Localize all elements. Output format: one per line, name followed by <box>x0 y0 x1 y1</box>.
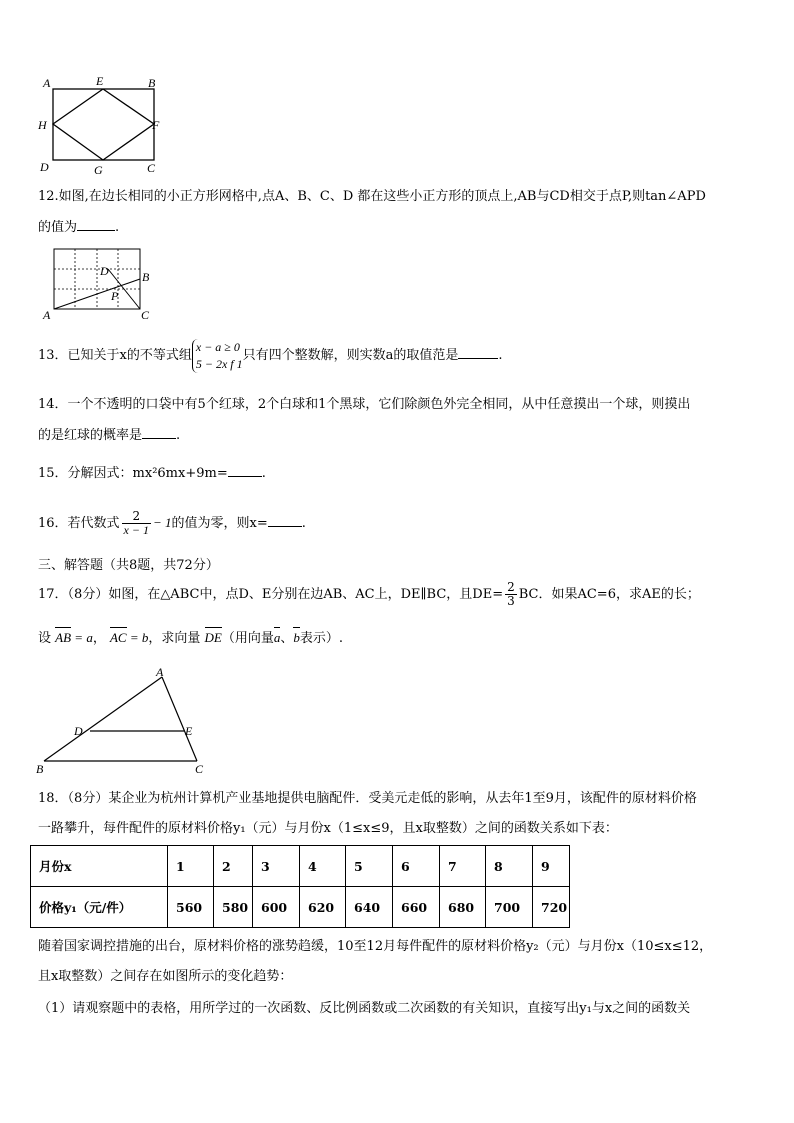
table-cell: 720 <box>533 887 570 928</box>
q14-line1 <box>38 396 690 414</box>
frac-den: x − 1 <box>123 523 149 537</box>
table-cell: 660 <box>393 887 440 928</box>
label-E: E <box>185 724 193 738</box>
q18-text-3: 随着国家调控措施的出台，原材料价格的涨势趋缓，10至12月每件配件的原材料价格y₂（元）与月份x（10≤x≤12， <box>38 939 713 954</box>
q17-tail: 表示）. <box>299 631 344 646</box>
q13-suffix: 只有四个整数解，则实数a的取值范是 <box>242 348 459 363</box>
q17-paren: （用向量 <box>221 631 274 646</box>
section-3-title-text: 三、解答题（共8题，共72分） <box>38 558 219 573</box>
table-cell: 6 <box>393 846 440 887</box>
table-cell: 700 <box>486 887 533 928</box>
table-cell: 640 <box>346 887 393 928</box>
q12-text: 12.如图,在边长相同的小正方形网格中,点A、B、C、D 都在这些小正方形的顶点上,AB与CD相交于点P,则tan∠APD <box>38 189 706 204</box>
label-A: A <box>43 76 51 90</box>
vector-ac: AC <box>109 630 127 645</box>
inequality-2: 5 − 2x f 1 <box>195 356 243 371</box>
table-cell: 2 <box>214 846 253 887</box>
table-header-price: 价格y₁（元/件） <box>31 887 168 928</box>
label-C: C <box>141 308 150 322</box>
q14-text-2: 的是红球的概率是 <box>38 428 143 443</box>
q17-set: 设 <box>38 631 52 646</box>
label-C: C <box>195 762 204 776</box>
frac-num: 2 <box>122 510 151 524</box>
q14-answer-blank[interactable] <box>142 426 176 439</box>
q17-sep: 、 <box>280 631 294 646</box>
q12-text-c: . <box>115 220 120 235</box>
table-row-month <box>31 846 570 887</box>
label-D: D <box>40 160 49 174</box>
q16-answer-blank[interactable] <box>268 514 302 527</box>
q17-text-a: 17．（8分）如图，在△ABC中，点D、E分别在边AB、AC上，DE∥BC，且DE= <box>38 587 504 602</box>
label-C: C <box>147 161 156 175</box>
q16-line <box>38 505 306 542</box>
label-H: H <box>38 118 47 132</box>
q16-minus-one: − 1 <box>152 515 172 530</box>
label-B: B <box>148 76 156 90</box>
table-cell: 560 <box>168 887 214 928</box>
table-cell: 1 <box>168 846 214 887</box>
vector-de: DE <box>204 630 222 645</box>
q18-line4 <box>38 968 292 986</box>
label-A: A <box>156 665 164 679</box>
q16-prefix: 16．若代数式 <box>38 516 120 531</box>
table-cell: 8 <box>486 846 533 887</box>
q17-comma: ， <box>92 631 106 646</box>
label-D: D <box>100 264 109 278</box>
q12-line1 <box>38 188 706 206</box>
table-cell: 680 <box>440 887 486 928</box>
rectangle-rhombus-figure <box>36 74 166 176</box>
q17-ask: ，求向量 <box>148 631 201 646</box>
q15-end: . <box>261 466 266 481</box>
q18-line3 <box>38 938 712 956</box>
label-B: B <box>36 762 44 776</box>
q18-text-2: 一路攀升，每件配件的原材料价格y₁（元）与月份x（1≤x≤9，且x取整数）之间的函数关系如下表： <box>38 821 618 836</box>
table-row-price <box>31 887 570 928</box>
table-cell: 580 <box>214 887 253 928</box>
price-table <box>30 845 570 928</box>
table-cell: 620 <box>300 887 346 928</box>
label-A: A <box>43 308 51 322</box>
q18-text-5: （1）请观察题中的表格，用所学过的一次函数、反比例函数或二次函数的有关知识，直接写出y₁与x之间的函数关 <box>38 1001 691 1016</box>
q18-line5 <box>38 1000 690 1018</box>
label-D: D <box>74 724 83 738</box>
table-cell: 4 <box>300 846 346 887</box>
triangle-figure <box>32 664 212 776</box>
q18-line1 <box>38 790 697 808</box>
q14-text-1: 14．一个不透明的口袋中有5个红球，2个白球和1个黑球，它们除颜色外完全相同，从中任意摸出一个球，则摸出 <box>38 397 691 412</box>
q13-answer-blank[interactable] <box>458 346 498 359</box>
q15-text: 15．分解因式：mx²6mx+9m= <box>38 466 228 481</box>
q12-text-b: 的值为 <box>38 220 78 235</box>
q16-suffix: 的值为零，则x= <box>171 516 268 531</box>
q17-eq-b: = b <box>126 630 149 645</box>
q17-line1 <box>38 577 700 613</box>
label-G: G <box>94 163 103 176</box>
q13-prefix: 13．已知关于x的不等式组 <box>38 348 192 363</box>
q15-line <box>38 464 266 483</box>
q12-line2 <box>38 218 119 237</box>
table-cell: 9 <box>533 846 570 887</box>
vector-ab: AB <box>55 630 72 645</box>
fraction-2-over-x-1 <box>122 510 151 537</box>
vector-a: a <box>273 630 281 645</box>
table-cell: 7 <box>440 846 486 887</box>
q12-answer-blank[interactable] <box>77 218 115 231</box>
label-E: E <box>96 74 104 88</box>
frac-num: 2 <box>507 580 515 594</box>
label-P: P <box>111 289 119 303</box>
frac-den: 3 <box>507 594 515 608</box>
q18-text-4: 且x取整数）之间存在如图所示的变化趋势： <box>38 969 293 984</box>
vector-b: b <box>293 630 300 645</box>
grid-figure <box>40 244 160 322</box>
q17-line2 <box>38 629 343 648</box>
q13-line <box>38 336 503 376</box>
q17-eq-a: = a <box>71 630 93 645</box>
q14-end: . <box>176 428 181 443</box>
q18-text-1: 18．（8分）某企业为杭州计算机产业基地提供电脑配件．受美元走低的影响，从去年1至9月，该配件的原材料价格 <box>38 791 697 806</box>
inequality-1: x − a ≥ 0 <box>195 339 240 354</box>
fraction-two-thirds <box>505 581 517 608</box>
q13-end: . <box>498 348 503 363</box>
q16-end: . <box>301 516 306 531</box>
q18-line2 <box>38 820 618 838</box>
label-F: F <box>152 118 160 132</box>
label-B: B <box>142 270 150 284</box>
table-cell: 600 <box>253 887 300 928</box>
q17-text-b: BC．如果AC=6，求AE的长； <box>518 587 700 602</box>
q15-answer-blank[interactable] <box>228 464 262 477</box>
table-cell: 3 <box>253 846 300 887</box>
inequality-system <box>192 339 243 373</box>
table-cell: 5 <box>346 846 393 887</box>
section-3-title <box>38 557 219 575</box>
q14-line2 <box>38 426 180 445</box>
table-header-month: 月份x <box>31 846 168 887</box>
